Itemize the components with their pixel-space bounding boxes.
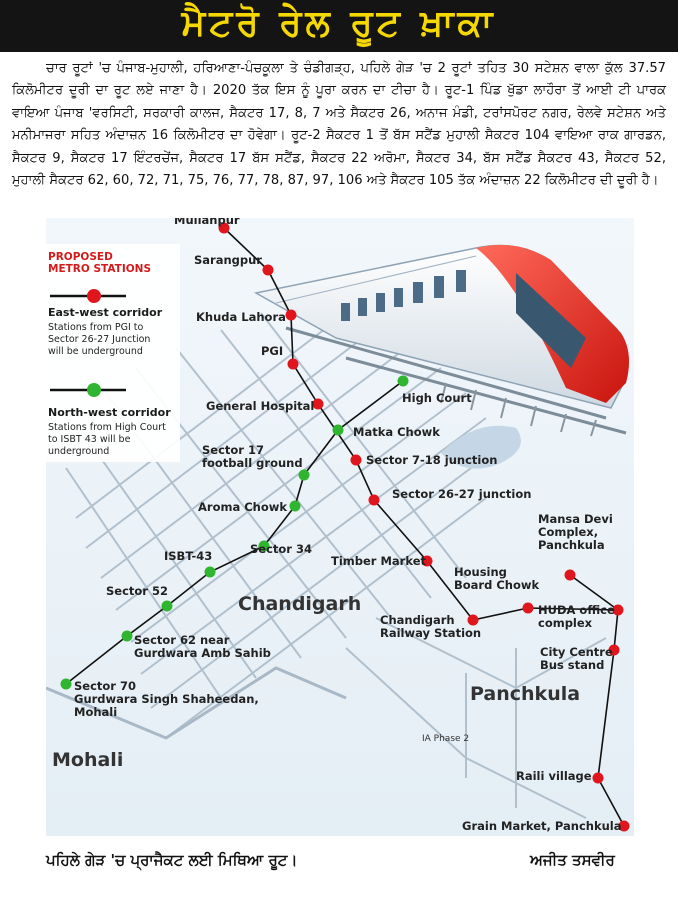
east-west-station-label: Housing — [454, 565, 507, 579]
east-west-station-marker — [468, 615, 479, 626]
map-legend — [46, 244, 180, 462]
east-west-station-marker — [351, 455, 362, 466]
headline-title: ਮੈਟਰੋ ਰੇਲ ਰੂਟ ਖ਼ਾਕਾ — [181, 3, 497, 44]
east-west-station-label: Chandigarh — [380, 613, 455, 627]
north-west-station-label: Gurdwara Amb Sahib — [134, 646, 271, 660]
east-west-station-label: Sarangpur — [194, 253, 262, 267]
headline-banner — [0, 0, 678, 52]
area-label-panchkula: Panchkula — [470, 683, 581, 705]
north-west-station-label: ISBT-43 — [164, 549, 213, 563]
north-west-station-label: Matka Chowk — [353, 425, 440, 439]
north-west-station-label: Gurdwara Singh Shaheedan, — [74, 692, 259, 706]
north-west-station-marker — [205, 567, 216, 578]
north-west-station-label: Sector 52 — [106, 584, 168, 598]
north-west-station-marker — [162, 601, 173, 612]
east-west-station-label: Timber Market — [331, 554, 426, 568]
area-label-mohali: Mohali — [52, 749, 124, 771]
east-west-station-label: Board Chowk — [454, 578, 540, 592]
legend-east-west-note-1: Stations from PGI to — [48, 322, 144, 333]
legend-east-west-label: East-west corridor — [48, 306, 163, 319]
east-west-station-label: Grain Market, Panchkula — [462, 819, 622, 833]
east-west-station-marker — [286, 310, 297, 321]
north-west-station-marker — [290, 501, 301, 512]
legend-red-dot — [87, 289, 101, 303]
north-west-station-marker — [299, 470, 310, 481]
east-west-station-label: Panchkula — [538, 538, 605, 552]
east-west-station-label: Sector 26-27 junction — [392, 487, 532, 501]
east-west-station-label: Mullanpur — [174, 218, 240, 227]
north-west-station-label: Sector 70 — [74, 679, 136, 693]
east-west-station-label: Mansa Devi — [538, 512, 613, 526]
east-west-station-marker — [263, 265, 274, 276]
north-west-station-marker — [61, 679, 72, 690]
north-west-station-label: football ground — [202, 456, 303, 470]
photo-credit: ਅਜੀਤ ਤਸਵੀਰ — [530, 851, 615, 869]
north-west-station-marker — [122, 631, 133, 642]
legend-east-west-note-2: Sector 26-27 Junction — [48, 334, 151, 345]
figure-caption: ਪਹਿਲੇ ਗੇੜ 'ਚ ਪ੍ਰਾਜੈਕਟ ਲਈ ਮਿਥਿਆ ਰੂਟ। — [46, 851, 298, 869]
east-west-station-label: Railway Station — [380, 626, 482, 640]
east-west-station-label: HUDA office — [538, 603, 615, 617]
east-west-station-label: PGI — [261, 344, 284, 358]
legend-north-west-note-2: to ISBT 43 will be — [48, 434, 131, 445]
metro-route-map — [46, 218, 634, 836]
north-west-station-label: Mohali — [74, 705, 118, 719]
east-west-station-label: Complex, — [538, 525, 599, 539]
east-west-station-marker — [523, 603, 534, 614]
east-west-station-label: Khuda Lahora — [196, 310, 286, 324]
east-west-station-marker — [369, 495, 380, 506]
legend-title-line1: PROPOSED — [48, 251, 113, 263]
east-west-station-label: Bus stand — [540, 658, 605, 672]
north-west-station-label: Aroma Chowk — [198, 500, 288, 514]
legend-north-west-note-1: Stations from High Court — [48, 422, 166, 433]
article-body: ਚਾਰ ਰੂਟਾਂ 'ਚ ਪੰਜਾਬ-ਮੁਹਾਲੀ, ਹਰਿਆਣਾ-ਪੰਚਕੂਲਾ ਤੇ ਚੰਡੀਗੜ੍ਹ, ਪਹਿਲੇ ਗੇੜ 'ਚ 2 ਰੂਟਾਂ ਤਹਿਤ 30 ਸਟੇਸ਼ਨ ਵਾਲਾ ਕੁੱਲ 37.57 ਕਿਲੋਮੀਟਰ ਦੂਰੀ ਦਾ ਰੂਟ ਲਏ ਜਾਣਾ ਹੈ। 2020 ਤੱਕ ਇਸ ਨੂੰ ਪੂਰਾ ਕਰਨ ਦਾ ਟੀਚਾ ਹੈ। ਰੂਟ-1 ਪਿੰਡ ਖੁੱਡਾ ਲਾਹੌਰਾ ਤੋਂ ਆਈ ਟੀ ਪਾਰਕ ਵਾਇਆ ਪੰਜਾਬ 'ਵਰਸਿਟੀ, ਸਰਕਾਰੀ ਕਾਲਜ, ਸੈਕਟਰ 17, 8, 7 ਅਤੇ ਸੈਕਟਰ 26, ਅਨਾਜ ਮੰਡੀ, ਟਰਾਂਸਪੋਰਟ ਨਗਰ, ਰੇਲਵੇ ਸਟੇਸ਼ਨ ਅਤੇ ਮਨੀਮਾਜਰਾ ਸਹਿਤ ਅੰਦਾਜ਼ਨ 16 ਕਿਲੋਮੀਟਰ ਦਾ ਹੋਵੇਗਾ। ਰੂਟ-2 ਸੈਕਟਰ 1 ਤੋਂ ਬੱਸ ਸਟੈਂਡ ਮੁਹਾਲੀ ਸੈਕਟਰ 104 ਵਾਇਆ ਰਾਕ ਗਾਰਡਨ, ਸੈਕਟਰ 9, ਸੈਕਟਰ 17 ਇੰਟਰਚੇਂਜ, ਸੈਕਟਰ 17 ਬੱਸ ਸਟੈਂਡ, ਸੈਕਟਰ 22 ਅਰੋਮਾ, ਸੈਕਟਰ 34, ਬੱਸ ਸਟੈਂਡ ਸੈਕਟਰ 43, ਸੈਕਟਰ 52, ਮੁਹਾਲੀ ਸੈਕਟਰ 62, 60, 72, 71, 75, 76, 77, 78, 87, 97, 106 ਅਤੇ ਸੈਕਟਰ 105 ਤੱਕ ਅੰਦਾਜ਼ਨ 22 ਕਿਲੋਮੀਟਰ ਦੀ ਦੂਰੀ ਹੈ। — [12, 61, 666, 189]
east-west-station-marker — [593, 773, 604, 784]
east-west-station-label: Sector 7-18 junction — [366, 453, 498, 467]
east-west-station-label: Raili village — [516, 769, 592, 783]
legend-green-dot — [87, 383, 101, 397]
east-west-station-marker — [288, 359, 299, 370]
legend-north-west-note-3: underground — [48, 446, 110, 457]
area-label-ia-phase: IA Phase 2 — [422, 734, 470, 744]
north-west-station-marker — [333, 425, 344, 436]
north-west-station-label: Sector 17 — [202, 443, 264, 457]
east-west-station-marker — [565, 570, 576, 581]
legend-north-west-label: North-west corridor — [48, 406, 171, 419]
north-west-station-marker — [398, 376, 409, 387]
legend-east-west-note-3: will be underground — [48, 346, 143, 357]
north-west-station-label: Sector 34 — [250, 542, 312, 556]
east-west-station-label: City Centre — [540, 645, 613, 659]
north-west-station-label: High Court — [402, 391, 472, 405]
area-label-chandigarh: Chandigarh — [238, 593, 362, 615]
legend-title-line2: METRO STATIONS — [48, 263, 152, 275]
east-west-station-label: complex — [538, 616, 593, 630]
north-west-station-label: Sector 62 near — [134, 633, 230, 647]
east-west-station-label: General Hospital — [206, 399, 315, 413]
